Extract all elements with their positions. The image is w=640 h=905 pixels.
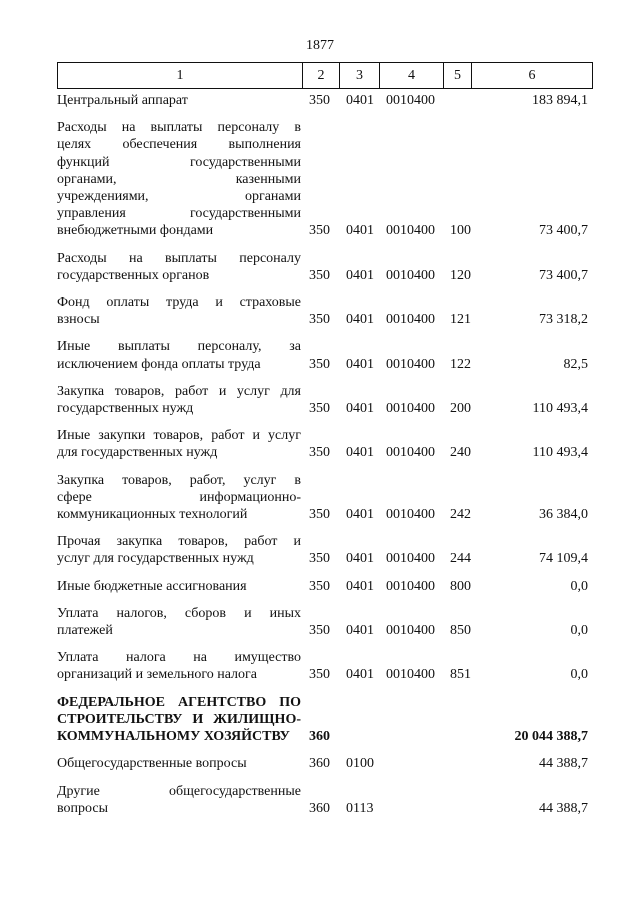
- table-row: [57, 338, 592, 372]
- row-name-line: Закупка товаров, работ, услуг в: [57, 472, 301, 488]
- row-name-line: внебюджетными фондами: [57, 223, 214, 239]
- row-expense-type-code: 120: [450, 267, 471, 283]
- row-codes: [57, 550, 592, 567]
- column-header-2: 2: [303, 63, 340, 89]
- column-header-5: 5: [444, 63, 472, 89]
- row-amount: 0,0: [570, 667, 588, 683]
- row-expense-type-code: 800: [450, 578, 471, 594]
- row-name-line: услуг для государственных нужд: [57, 551, 254, 567]
- row-target-article-code: 0010400: [386, 267, 435, 283]
- table-row: [57, 427, 592, 461]
- row-amount: 0,0: [570, 623, 588, 639]
- row-name-line: государственных органов: [57, 267, 210, 283]
- row-section-code: 350: [309, 623, 330, 639]
- row-subsection-code: 0401: [346, 578, 374, 594]
- row-amount: 36 384,0: [539, 507, 588, 523]
- row-target-article-code: 0010400: [386, 578, 435, 594]
- row-expense-type-code: 121: [450, 312, 471, 328]
- row-codes: [57, 755, 592, 772]
- row-name-line: организаций и земельного налога: [57, 667, 257, 683]
- row-expense-type-code: 242: [450, 507, 471, 523]
- row-name-line: Иные закупки товаров, работ и услуг: [57, 428, 301, 444]
- row-name-line: исключением фонда оплаты труда: [57, 356, 261, 372]
- row-target-article-code: 0010400: [386, 312, 435, 328]
- page-number: 1877: [306, 38, 334, 53]
- row-name-line: Иные бюджетные ассигнования: [57, 578, 247, 594]
- row-section-code: 350: [309, 312, 330, 328]
- row-name-line: управления государственными: [57, 206, 301, 222]
- row-amount: 44 388,7: [539, 756, 588, 772]
- row-codes: [57, 444, 592, 461]
- row-name-line: Закупка товаров, работ и услуг для: [57, 383, 301, 399]
- row-subsection-code: 0401: [346, 551, 374, 567]
- table-row: [57, 472, 592, 524]
- table-row: [57, 578, 592, 595]
- row-target-article-code: 0010400: [386, 223, 435, 239]
- table-row: [57, 605, 592, 639]
- row-amount: 74 109,4: [539, 551, 588, 567]
- row-amount: 82,5: [563, 356, 588, 372]
- row-name-line: Иные выплаты персоналу, за: [57, 339, 301, 355]
- row-section-code: 350: [309, 578, 330, 594]
- row-expense-type-code: 851: [450, 667, 471, 683]
- row-amount: 110 493,4: [532, 445, 588, 461]
- row-name-line: Фонд оплаты труда и страховые: [57, 295, 301, 311]
- row-name-line: Центральный аппарат: [57, 93, 188, 108]
- row-section-code: 350: [309, 445, 330, 461]
- row-expense-type-code: 100: [450, 223, 471, 239]
- row-section-code: 350: [309, 507, 330, 523]
- row-name-line: органами, казенными: [57, 171, 301, 187]
- row-expense-type-code: 240: [450, 445, 471, 461]
- column-header-table: [57, 62, 593, 89]
- row-section-code: 360: [309, 729, 330, 745]
- row-codes: [57, 267, 592, 284]
- row-amount: 73 400,7: [539, 267, 588, 283]
- row-subsection-code: 0401: [346, 223, 374, 239]
- row-section-code: 360: [309, 800, 330, 816]
- row-name-line: СТРОИТЕЛЬСТВУ И ЖИЛИЩНО-: [57, 711, 301, 727]
- row-name-line: Прочая закупка товаров, работ и: [57, 534, 301, 550]
- row-name-line: целях обеспечения выполнения: [57, 137, 301, 153]
- table-row: [57, 383, 592, 417]
- row-codes: [57, 356, 592, 373]
- row-codes: [57, 506, 592, 523]
- row-codes: [57, 92, 592, 109]
- row-subsection-code: 0401: [346, 401, 374, 417]
- row-subsection-code: 0401: [346, 445, 374, 461]
- row-name-line: коммуникационных технологий: [57, 507, 248, 523]
- table-row: [57, 755, 592, 772]
- row-name-line: учреждениями, органами: [57, 189, 301, 205]
- table-row: [57, 250, 592, 284]
- row-codes: [57, 400, 592, 417]
- row-amount: 73 400,7: [539, 223, 588, 239]
- row-codes: [57, 800, 592, 817]
- row-section-code: 350: [309, 551, 330, 567]
- row-target-article-code: 0010400: [386, 623, 435, 639]
- row-expense-type-code: 122: [450, 356, 471, 372]
- row-name-line: вопросы: [57, 800, 108, 816]
- row-name-line: Расходы на выплаты персоналу в: [57, 120, 301, 136]
- row-name-line: Общегосударственные вопросы: [57, 756, 247, 772]
- row-name-line: сфере информационно-: [57, 489, 301, 505]
- row-amount: 20 044 388,7: [514, 729, 588, 745]
- row-amount: 44 388,7: [539, 800, 588, 816]
- row-section-code: 350: [309, 401, 330, 417]
- column-header-6: 6: [472, 63, 593, 89]
- row-target-article-code: 0010400: [386, 401, 435, 417]
- row-target-article-code: 0010400: [386, 445, 435, 461]
- row-section-code: 350: [309, 93, 330, 108]
- row-section-code: 350: [309, 667, 330, 683]
- row-amount: 73 318,2: [539, 312, 588, 328]
- row-section-code: 350: [309, 267, 330, 283]
- row-target-article-code: 0010400: [386, 507, 435, 523]
- row-expense-type-code: 200: [450, 401, 471, 417]
- row-name-line: КОММУНАЛЬНОМУ ХОЗЯЙСТВУ: [57, 729, 290, 745]
- row-codes: [57, 728, 592, 745]
- row-amount: 0,0: [570, 578, 588, 594]
- row-subsection-code: 0401: [346, 93, 374, 108]
- column-header-4: 4: [380, 63, 444, 89]
- table-row: [57, 649, 592, 683]
- row-target-article-code: 0010400: [386, 93, 435, 108]
- row-name-line: Расходы на выплаты персоналу: [57, 250, 301, 266]
- row-subsection-code: 0100: [346, 756, 374, 772]
- table-row: [57, 783, 592, 817]
- table-row: [57, 119, 592, 239]
- row-name-line: Уплата налогов, сборов и иных: [57, 605, 301, 621]
- table-row: [57, 533, 592, 567]
- row-expense-type-code: 850: [450, 623, 471, 639]
- row-section-code: 360: [309, 756, 330, 772]
- row-name-line: Другие общегосударственные: [57, 783, 301, 799]
- row-codes: [57, 578, 592, 595]
- row-subsection-code: 0401: [346, 356, 374, 372]
- column-header-1: 1: [58, 63, 303, 89]
- row-target-article-code: 0010400: [386, 551, 435, 567]
- row-subsection-code: 0401: [346, 623, 374, 639]
- row-name-line: взносы: [57, 312, 100, 328]
- table-row: [57, 92, 592, 109]
- row-section-code: 350: [309, 356, 330, 372]
- row-name-line: для государственных нужд: [57, 445, 218, 461]
- row-codes: [57, 311, 592, 328]
- row-name-line: ФЕДЕРАЛЬНОЕ АГЕНТСТВО ПО: [57, 694, 301, 710]
- row-codes: [57, 667, 592, 684]
- row-codes: [57, 622, 592, 639]
- column-header-row: [58, 63, 593, 89]
- row-target-article-code: 0010400: [386, 667, 435, 683]
- row-name-line: платежей: [57, 623, 113, 639]
- row-codes: [57, 222, 592, 239]
- row-expense-type-code: 244: [450, 551, 471, 567]
- row-subsection-code: 0401: [346, 312, 374, 328]
- row-amount: 110 493,4: [532, 401, 588, 417]
- table-row: [57, 694, 592, 746]
- row-subsection-code: 0401: [346, 667, 374, 683]
- row-name-line: государственных нужд: [57, 401, 194, 417]
- table-row: [57, 294, 592, 328]
- column-header-3: 3: [340, 63, 380, 89]
- row-name-line: функций государственными: [57, 154, 301, 170]
- row-target-article-code: 0010400: [386, 356, 435, 372]
- row-subsection-code: 0113: [346, 800, 374, 816]
- row-name-line: Уплата налога на имущество: [57, 650, 301, 666]
- row-section-code: 350: [309, 223, 330, 239]
- budget-table-body: [57, 92, 592, 827]
- row-subsection-code: 0401: [346, 507, 374, 523]
- row-subsection-code: 0401: [346, 267, 374, 283]
- row-amount: 183 894,1: [532, 93, 588, 108]
